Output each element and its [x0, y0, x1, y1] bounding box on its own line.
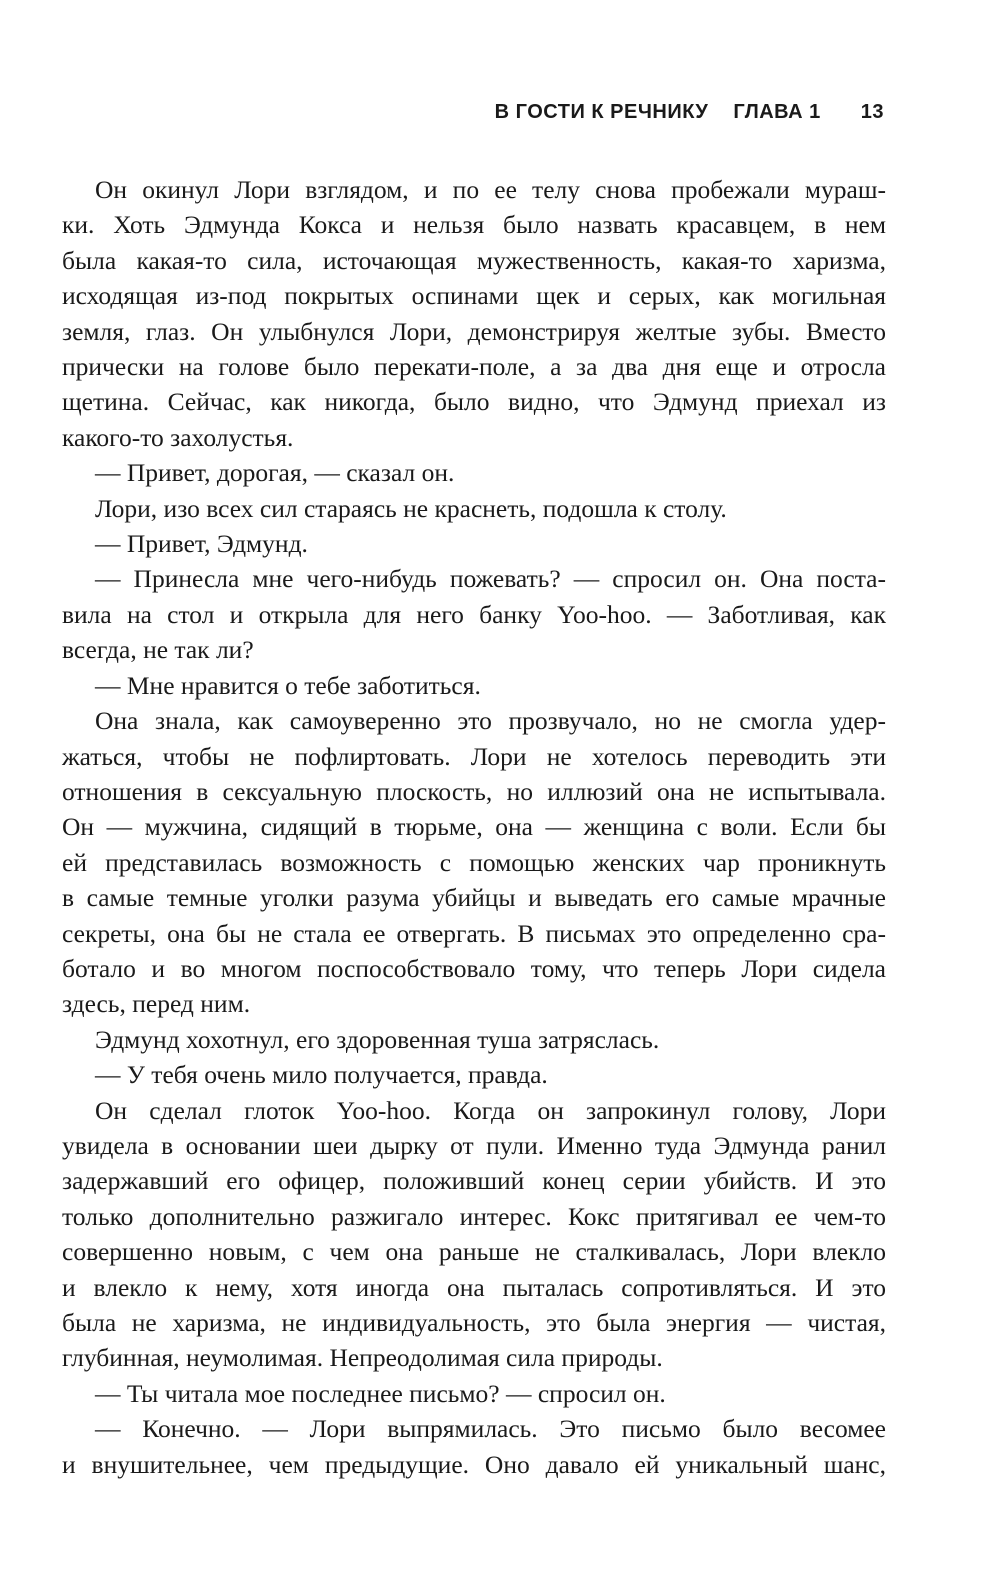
text-line: какого-то захолустья. [62, 422, 294, 452]
text-line: земля, глаз. Он улыбнулся Лори, демонстрируя желтые зубы. Вместо [62, 316, 886, 346]
text-line: прически на голове было перекати-поле, а за два дня еще и отросла [62, 352, 886, 382]
text-line: в самые темные уголки разума убийцы и выведать его самые мрачные [62, 883, 886, 913]
running-header-book-title: В ГОСТИ К РЕЧНИКУ [494, 101, 709, 123]
text-line: жаться, чтобы не пофлиртовать. Лори не хотелось переводить эти [62, 741, 886, 771]
text-line: щетина. Сейчас, как никогда, было видно, что Эдмунд приехал из [62, 387, 886, 417]
text-line: глубинная, неумолимая. Непреодолимая сила природы. [62, 1343, 663, 1373]
text-line: — У тебя очень мило получается, правда. [95, 1060, 548, 1090]
text-line: исходящая из-под покрытых оспинами щек и серых, как могильная [62, 281, 886, 311]
text-line: ки. Хоть Эдмунда Кокса и нельзя было назвать красавцем, в нем [62, 210, 886, 240]
text-line: — Конечно. — Лори выпрямилась. Это письмо было весомее [95, 1414, 886, 1444]
text-line: — Принесла мне чего-нибудь пожевать? — спросил он. Она поста- [95, 564, 886, 594]
running-header [495, 101, 884, 124]
text-line: и внушительнее, чем предыдущие. Оно давало ей уникальный шанс, [62, 1449, 886, 1479]
page-number: 13 [860, 101, 884, 123]
text-line: и влекло к нему, хотя иногда она пыталась сопротивляться. И это [62, 1272, 886, 1302]
body-text [62, 172, 886, 1482]
text-line: увидела в основании шеи дырку от пули. Именно туда Эдмунда ранил [62, 1130, 886, 1160]
text-line: — Мне нравится о тебе заботиться. [95, 670, 481, 700]
text-line: Он — мужчина, сидящий в тюрьме, она — женщина с воли. Если бы [62, 812, 886, 842]
text-line: Он окинул Лори взглядом, и по ее телу снова пробежали мураш- [95, 175, 886, 204]
text-line: была какая-то сила, источающая мужественность, какая-то харизма, [62, 245, 886, 275]
text-line: только дополнительно разжигало интерес. Кокс притягивал ее чем-то [62, 1201, 886, 1231]
text-line: Она знала, как самоуверенно это прозвучало, но не смогла удер- [95, 706, 886, 736]
text-line: вила на стол и открыла для него банку Yoo-hoo. — Заботливая, как [62, 599, 886, 629]
text-line: — Привет, дорогая, — сказал он. [95, 458, 455, 488]
text-line: отношения в сексуальную плоскость, но иллюзий она не испытывала. [62, 776, 886, 806]
text-line: — Привет, Эдмунд. [95, 529, 308, 559]
text-line: ботало и во многом поспособствовало тому, что теперь Лори сидела [62, 953, 886, 983]
text-line: здесь, перед ним. [62, 989, 251, 1019]
text-line: Он сделал глоток Yoo-hoo. Когда он запрокинул голову, Лори [95, 1095, 886, 1125]
text-line: Эдмунд хохотнул, его здоровенная туша затряслась. [95, 1024, 660, 1054]
text-line: была не харизма, не индивидуальность, это была энергия — чистая, [62, 1308, 886, 1337]
text-line: — Ты читала мое последнее письмо? — спросил он. [95, 1378, 666, 1408]
text-line: секреты, она бы не стала ее отвергать. В письмах это определенно сра- [62, 918, 886, 948]
text-line: ей представилась возможность с помощью женских чар проникнуть [62, 847, 886, 877]
text-line: Лори, изо всех сил стараясь не краснеть, подошла к столу. [95, 493, 727, 523]
text-line: совершенно новым, с чем она раньше не сталкивалась, Лори влекло [62, 1237, 886, 1267]
text-line: всегда, не так ли? [62, 635, 254, 665]
text-line: задержавший его офицер, положивший конец серии убийств. И это [62, 1166, 886, 1196]
running-header-chapter: ГЛАВА 1 [733, 101, 821, 123]
